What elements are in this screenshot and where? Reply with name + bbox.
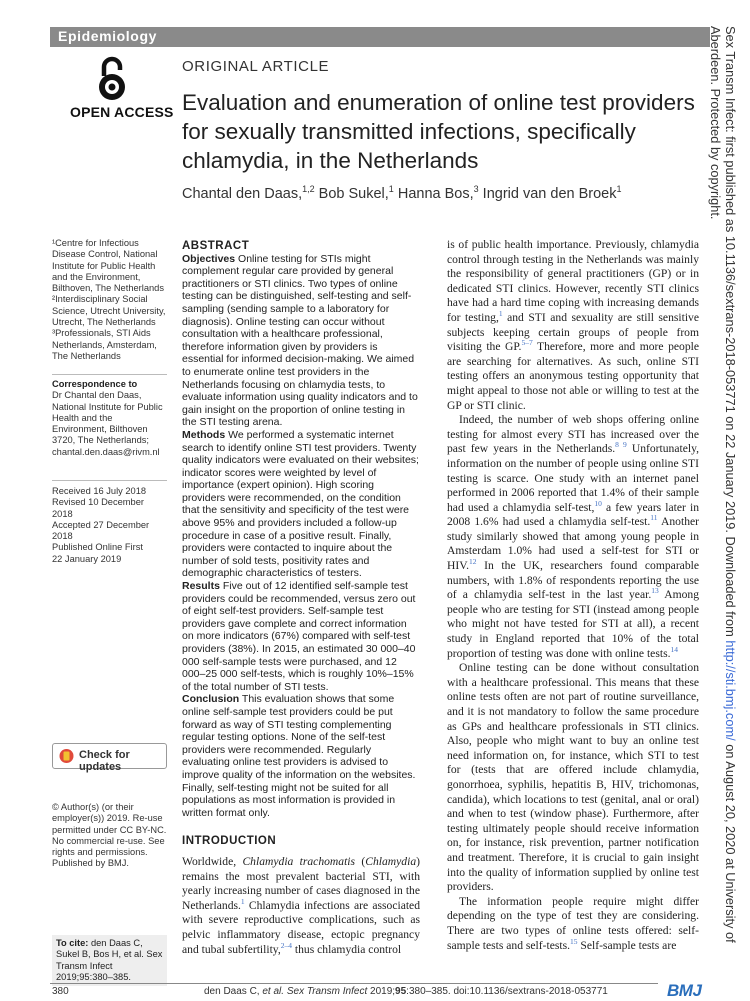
paragraph [447, 895, 699, 953]
cite-text: den Daas C, Sukel B, Bos H, et al. Sex Transm Infect 2019;95:380–385. [56, 938, 163, 982]
text-run: Chlamydia [365, 855, 417, 868]
text-run: den Daas C, [204, 986, 263, 997]
section-tag: Epidemiology [58, 28, 157, 44]
text-run: ) remains the most prevalent bacterial STI, with yearly increasing number of cases diagnosed in the Netherlands. [182, 855, 420, 912]
text-run: 2019; [367, 986, 396, 997]
footer-citation [204, 986, 608, 997]
results-text: Five out of 12 identified self-sample test providers could be recommended, versus zero out of eight self-test providers. Self-sample test providers gave complete and correct information on more indicators (67%) compared with self-test providers (38%). In 2015, an estimated 30 000–40 000 self-sample tests were purchased, and 12 000–25 000 self-tests, which is roughly 10%–15% of the total number of STI tests. [182, 580, 416, 693]
text-run: Indeed, the number of web shops offering online testing for almost every STI has increased over the past few years in the Netherlands. [447, 413, 699, 456]
article-dates [52, 486, 167, 565]
author-affiliation: 1,2 [302, 184, 315, 194]
text-run: Unfortunately, information on the number of people using online STI testing is scarce. One study with an internet panel performed in 2006 reported that 1.4% of their sample had used a chlamydia self-test, [447, 442, 700, 514]
methods-label: Methods [182, 428, 226, 441]
text-run: Chlamydia infections are associated with severe reproductive complications, such as pelvic inflammatory disease, ectopic pregnancy and tubal subfertility, [182, 898, 420, 956]
author-affiliation: 3 [473, 184, 479, 194]
text-run: is of public health importance. Previously, chlamydia control through testing in the Netherlands was mainly the responsibility of general practitioners (GP) or in dedicated STI clinics. However, recently STI clinics have had a hard time coping with increasing demands for testing, [447, 238, 699, 324]
page-number: 380 [52, 986, 69, 997]
text-run: and STI and sexuality are still sensitive subjects keeping certain groups of people from visiting the GP. [447, 310, 699, 354]
author-name: Ingrid van den Broek [478, 185, 617, 202]
methods-text: We performed a systematic internet search to identify online STI test providers. Twenty quality indicators were evaluated on their websites; indicator scores were weighted by level of importance (expert opinion). High scoring providers were recommended, on the condition that the sensitivity and specificity of the test were above 95% and providers included a follow-up procedure in case of a positive result. Finally, providers were contacted to inquire about the number of sold tests, positivity rates and demographic characteristics of testers. [182, 428, 419, 580]
reference-link[interactable]: 14 [670, 644, 678, 654]
text-run: Sex Transm Infect: first published as 10.1136/sextrans-2018-053771 on 22 January 2019. Downloaded from [723, 26, 738, 641]
conclusion-text: This evaluation shows that some online self-sample test providers could be put forward as way of STI testing complementing regular testing options. None of the self-test providers were recommended. Regularly evaluating online test providers is advised to improve quality of the information on the websites. Finally, self-testing might not be suited for all populations as most information is provided in written format only. [182, 693, 416, 819]
affiliation-item: ¹Centre for Infectious Disease Control, National Institute for Public Health and the Environment, Bilthoven, The Netherlands [52, 238, 164, 294]
author-affiliation: 1 [616, 184, 622, 194]
introduction-text [182, 855, 420, 957]
author-list [182, 184, 622, 202]
cite-label: To cite: [56, 938, 89, 948]
check-updates-label: Check for updates [79, 749, 130, 773]
affiliations [52, 238, 167, 362]
introduction-heading: INTRODUCTION [182, 835, 277, 847]
text-run: Worldwide, [182, 855, 243, 868]
date-line: 22 January 2019 [52, 553, 122, 564]
paragraph: Online testing can be done without consultation with a healthcare professional. This means that these online tests often are not part of routine surveillance, and it is not mandatory to follow the same procedure as GPs and healthcare professionals in STI clinics. Also, people who might want to buy an online test need information on, for instance, which STI to test for (tests that are offered include chlamydia, gonorrhoea, syphilis, hepatitis B, HIV, trichomonas, candida), which locations to test (genital, anal or oral) and when to test (window phase). Furthermore, after testing ultimately people should receive information on, for instance, risk prevention, partner notification and treatment. Therefore, it is crucial to gain insight into the quality of information supplied by online test providers. [447, 661, 699, 894]
author-name: Chantal den Daas, [182, 185, 303, 202]
article-title: Evaluation and enumeration of online test providers for sexually transmitted infections, specifically chlamydia, in the Netherlands [182, 90, 695, 173]
reference-link[interactable]: 5–7 [521, 338, 533, 348]
text-run: Another study similarly showed that among young people in Amsterdam 1.0% had used a self-test for STI or HIV. [447, 515, 699, 573]
author-affiliation: 1 [388, 184, 394, 194]
correspondence-text: Dr Chantal den Daas, National Institute for Public Health and the Environment, Bilthoven 3720, The Netherlands; chantal.den.daas@rivm.nl [52, 390, 163, 457]
date-line: Accepted 27 December 2018 [52, 519, 150, 542]
reference-link[interactable]: 1 [498, 309, 503, 319]
text-run: Self-sample tests are [577, 938, 677, 952]
copyright-notice: © Author(s) (or their employer(s)) 2019. Re-use permitted under CC BY-NC. No commercial re-use. See rights and permissions. Published by BMJ. [52, 802, 167, 869]
open-access-lock-icon [93, 56, 131, 102]
abstract [182, 240, 420, 819]
open-access-label: OPEN ACCESS [70, 104, 174, 120]
footer-divider [50, 983, 658, 984]
affiliation-item: ³Professionals, STI Aids Netherlands, Amsterdam, The Netherlands [52, 328, 157, 361]
date-line: Revised 10 December 2018 [52, 497, 144, 519]
text-run: 95 [395, 986, 407, 997]
text-run: Therefore, more and more people are searching for alternatives. As such, online STI testing offers an anonymous testing opportunity that might appeal to those not able or willing to test at the GP or STI clinic. [447, 340, 699, 412]
reference-link[interactable]: 13 [651, 586, 659, 596]
objectives-text: Online testing for STIs might complement regular care provided by general practitioners or STI clinics. Two types of online testing can be distinguished, self-testing and self-sampling (sending sample to a laboratory for diagnosis). Online testing can occur without consultation with a healthcare professional, therefore information given by providers is essential for informed decision-making. We aimed to enumerate online test providers in the Netherlands focusing on chlamydia tests, to evaluate information using quality indicators and to gain insight on the proportion of online testing in the STI testing arena. [182, 252, 418, 429]
date-line: Published Online First [52, 542, 143, 553]
text-run: :380–385. doi:10.1136/sextrans-2018-053771 [406, 986, 608, 997]
divider [52, 374, 167, 375]
text-run: a few years later in 2008 1.6% had used a chlamydia self-test. [447, 500, 700, 529]
divider [52, 480, 167, 481]
reference-link[interactable]: 10 [594, 498, 602, 508]
text-run: thus chlamydia control [292, 942, 402, 956]
objectives-label: Objectives [182, 252, 236, 265]
text-run: Among people who are testing for STI (instead among people who might not have tested for STI at all), a recent study in England reported that 10% of the total proportion of testing was done with online tests. [447, 588, 699, 660]
reference-link[interactable]: 12 [469, 557, 477, 567]
reference-link[interactable]: 1 [240, 896, 245, 906]
results-label: Results [182, 580, 220, 593]
text-run: et al. Sex Transm Infect [262, 986, 368, 997]
check-for-updates-button[interactable] [52, 743, 167, 773]
reference-link[interactable]: 2–4 [280, 940, 292, 950]
reference-link[interactable]: 15 [570, 936, 578, 946]
author-name: Bob Sukel, [314, 185, 389, 202]
paragraph [447, 413, 699, 661]
text-run: Chlamydia trachomatis [242, 855, 356, 868]
abstract-heading: ABSTRACT [182, 240, 250, 252]
date-line: Received 16 July 2018 [52, 486, 147, 496]
conclusion-label: Conclusion [182, 693, 240, 706]
citation-box [52, 935, 167, 986]
main-text-column [447, 238, 699, 953]
text-run: The information people require might differ depending on the type of test they are considering. There are two types of online tests offered: self-sample tests and self-tests. [447, 894, 699, 952]
download-notice [708, 26, 738, 986]
article-type: ORIGINAL ARTICLE [182, 58, 330, 75]
affiliation-item: ²Interdisciplinary Social Science, Utrecht University, Utrecht, The Netherlands [52, 294, 166, 328]
author-name: Hanna Bos, [393, 185, 474, 202]
journal-link[interactable]: http://sti.bmj.com/ [723, 640, 738, 741]
correspondence [52, 379, 167, 458]
correspondence-label: Correspondence to [52, 379, 138, 389]
reference-link[interactable]: 8 9 [615, 440, 627, 450]
text-run: In the UK, researchers found comparable numbers, with 1.8% of respondents reporting the use of a chlamydia self-test in the last year. [447, 559, 699, 602]
bmj-logo: BMJ [667, 981, 702, 1000]
paragraph [447, 238, 699, 413]
text-run: on August 20, 2020 at University of Aberdeen. Protected by copyright. [708, 26, 738, 943]
reference-link[interactable]: 11 [650, 513, 658, 523]
text-run: ( [355, 855, 366, 868]
check-updates-icon [59, 748, 74, 764]
